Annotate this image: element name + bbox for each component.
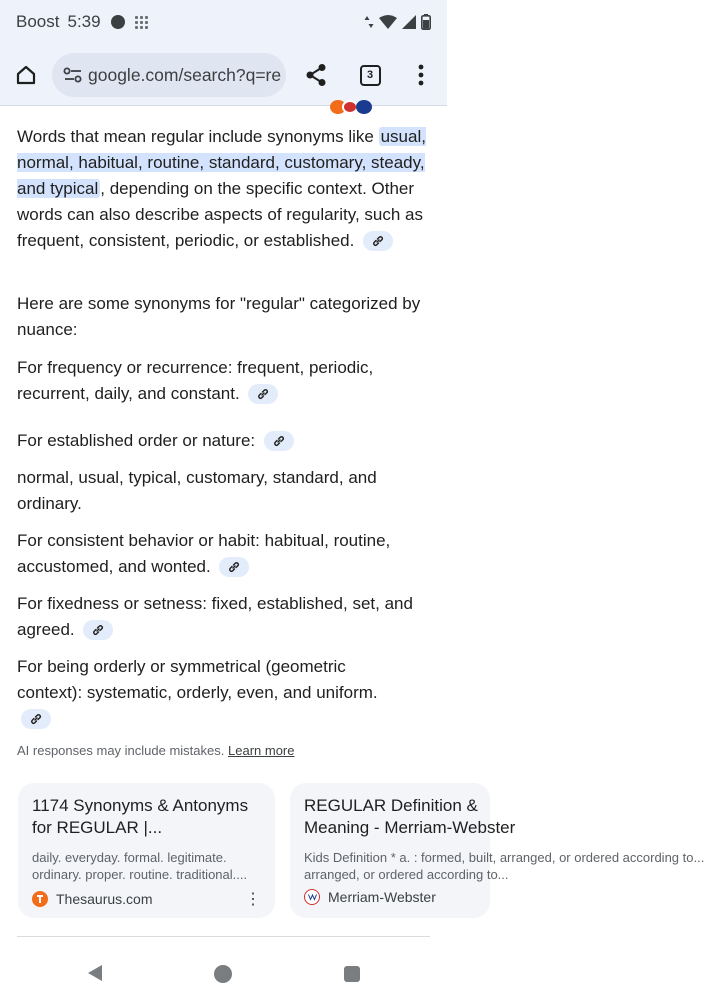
link-icon — [92, 624, 104, 636]
fixedness-paragraph — [17, 591, 427, 643]
app-grid-icon — [135, 16, 148, 29]
established-list: normal, usual, typical, customary, standard, and ordinary. — [17, 468, 377, 513]
learn-more-link[interactable]: Learn more — [228, 743, 295, 758]
card-source-name: Merriam-Webster — [328, 889, 436, 905]
link-icon — [30, 713, 42, 725]
citation-link-button[interactable] — [219, 557, 249, 577]
tab-switcher-button[interactable] — [350, 53, 390, 97]
source-card-merriam-webster[interactable] — [290, 783, 704, 918]
answer-intro — [17, 124, 427, 254]
more-vert-icon — [418, 64, 424, 86]
card-more-icon[interactable]: ⋮ — [245, 891, 261, 908]
categories-intro: Here are some synonyms for "regular" categorized by nuance: — [17, 294, 421, 339]
intro-text-end: , depending on the specific context. Other words can also describe aspects of regularity, such as frequent, consistent, periodic, or established. — [17, 179, 423, 250]
share-button[interactable] — [296, 53, 336, 97]
source-favicons-peek — [326, 106, 386, 114]
frequency-paragraph — [17, 355, 427, 407]
card-title[interactable]: REGULAR Definition & Meaning - Merriam-Webster — [304, 796, 516, 837]
orderly-text: For being orderly or symmetrical (geometric context): systematic, orderly, even, and uniform. — [17, 657, 378, 702]
fixedness-text: For fixedness or setness: fixed, established, set, and agreed. — [17, 594, 413, 639]
link-icon — [273, 435, 285, 447]
card-snippet-line: ordinary. proper. routine. traditional.... — [32, 867, 248, 882]
share-icon — [305, 63, 327, 87]
established-heading-text: For established order or nature: — [17, 431, 256, 450]
home-button[interactable] — [0, 49, 52, 101]
intro-text-start: Words that mean regular include synonyms like — [17, 127, 379, 146]
battery-icon — [421, 14, 431, 30]
overflow-menu-button[interactable] — [406, 53, 436, 97]
card-snippet-line: Kids Definition * a. : formed, built, arranged, or ordered according to... — [304, 850, 704, 865]
consistent-paragraph — [17, 528, 427, 580]
status-clock: 5:39 — [67, 12, 101, 31]
ai-disclaimer — [17, 743, 294, 758]
system-nav-bar — [0, 940, 447, 1000]
card-snippet — [32, 849, 261, 883]
carrier-name: Boost — [16, 12, 60, 31]
browser-toolbar — [0, 44, 447, 106]
section-divider — [17, 936, 430, 937]
card-snippet-line: arranged, or ordered according to... — [304, 867, 509, 882]
highlighted-synonyms: usual, normal, habitual, routine, standard, customary, steady, and typical — [17, 127, 426, 198]
link-icon — [372, 235, 384, 247]
card-source — [304, 889, 476, 905]
consistent-text: For consistent behavior or habit: habitual, routine, accustomed, and wonted. — [17, 531, 391, 576]
card-title[interactable]: 1174 Synonyms & Antonyms for REGULAR |... — [32, 796, 249, 837]
citation-link-button[interactable] — [21, 709, 51, 729]
citation-link-button[interactable] — [83, 620, 113, 640]
thesaurus-logo-icon — [32, 891, 48, 907]
site-settings-icon[interactable] — [60, 62, 86, 88]
established-heading — [17, 428, 427, 454]
orderly-paragraph — [17, 654, 387, 732]
tab-count: 3 — [360, 65, 381, 86]
frequency-text: For frequency or recurrence: frequent, periodic, recurrent, daily, and constant. — [17, 358, 374, 403]
home-icon — [15, 64, 37, 86]
data-arrows-icon — [364, 15, 374, 29]
status-bar — [0, 0, 447, 44]
citation-link-button[interactable] — [264, 431, 294, 451]
address-bar[interactable] — [52, 53, 286, 97]
card-snippet-line: daily. everyday. formal. legitimate. — [32, 850, 227, 865]
card-source — [32, 889, 261, 909]
home-nav-icon[interactable] — [214, 965, 232, 983]
back-icon[interactable] — [87, 964, 103, 982]
source-card-thesaurus[interactable] — [18, 783, 275, 918]
merriam-webster-logo-icon — [304, 889, 320, 905]
disclaimer-text: AI responses may include mistakes. — [17, 743, 225, 758]
link-icon — [257, 388, 269, 400]
recents-icon[interactable] — [344, 966, 360, 982]
wifi-icon — [379, 15, 397, 29]
url-text[interactable]: google.com/search?q=re — [88, 64, 282, 85]
citation-link-button[interactable] — [363, 231, 393, 251]
signal-icon — [402, 15, 416, 29]
citation-link-button[interactable] — [248, 384, 278, 404]
card-snippet — [304, 849, 704, 883]
notification-dot-icon — [111, 15, 125, 29]
card-source-name: Thesaurus.com — [56, 891, 153, 907]
link-icon — [228, 561, 240, 573]
